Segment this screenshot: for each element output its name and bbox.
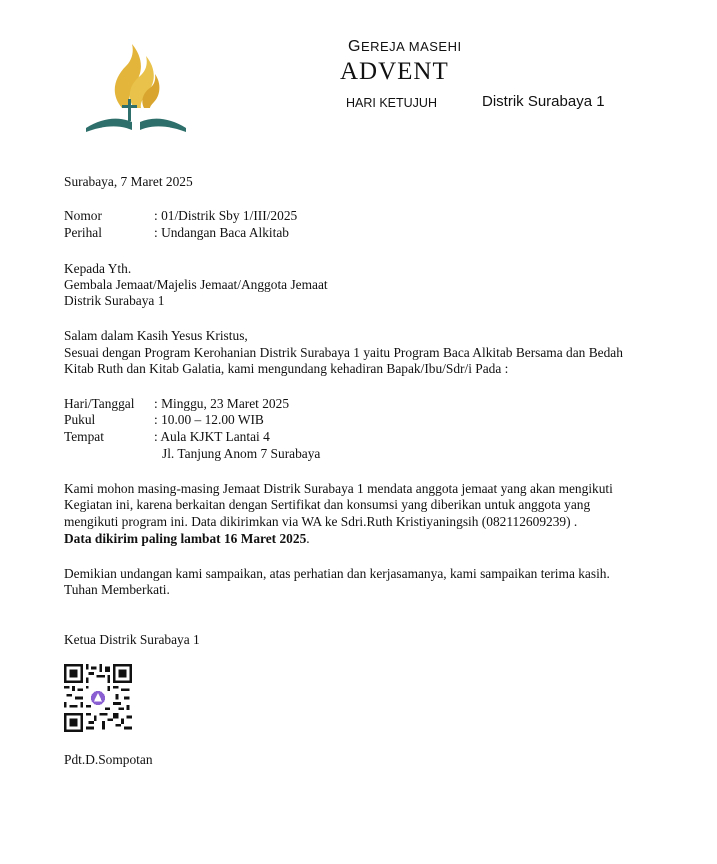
- deadline-period: .: [306, 531, 310, 546]
- church-name-rest: EREJA MASEHI: [360, 39, 462, 54]
- place-date: Surabaya, 7 Maret 2025: [64, 174, 193, 189]
- signer-title: Ketua Distrik Surabaya 1: [64, 632, 200, 647]
- paragraph-2-line-3: mengikuti program ini. Data dikirimkan via WA ke Sdri.Ruth Kristiyaningsih (082112609239) .: [64, 514, 578, 529]
- pukul-value: : 10.00 – 12.00 WIB: [154, 412, 264, 427]
- nomor-value: : 01/Distrik Sby 1/III/2025: [154, 208, 298, 223]
- church-logo: [84, 44, 188, 132]
- salutation: Salam dalam Kasih Yesus Kristus,: [64, 328, 248, 343]
- signer-name: Pdt.D.Sompotan: [64, 752, 153, 767]
- qr-code-signature: [64, 664, 132, 732]
- tempat-label: Tempat: [64, 429, 104, 444]
- paragraph-2-line-1: Kami mohon masing-masing Jemaat Distrik Surabaya 1 mendata anggota jemaat yang akan mengikuti: [64, 481, 613, 496]
- paragraph-1-line-2: Kitab Ruth dan Kitab Galatia, kami mengundang kehadiran Bapak/Ibu/Sdr/i Pada :: [64, 361, 509, 376]
- church-hari-ketujuh: HARI KETUJUH: [346, 96, 437, 110]
- hari-label: Hari/Tanggal: [64, 396, 135, 411]
- recipient-line-1: Gembala Jemaat/Majelis Jemaat/Anggota Jemaat: [64, 277, 328, 292]
- paragraph-2-line-2: Kegiatan ini, karena berkaitan dengan Sertifikat dan konsumsi yang diberikan untuk anggota yang: [64, 497, 591, 512]
- pukul-label: Pukul: [64, 412, 96, 427]
- hari-value: : Minggu, 23 Maret 2025: [154, 396, 290, 411]
- deadline-line: [64, 530, 310, 547]
- closing-line-2: Tuhan Memberkati.: [64, 582, 170, 597]
- header-district: Distrik Surabaya 1: [482, 93, 605, 110]
- recipient-line-2: Distrik Surabaya 1: [64, 293, 165, 308]
- paragraph-1-line-1: Sesuai dengan Program Kerohanian Distrik Surabaya 1 yaitu Program Baca Alkitab Bersama dan Bedah: [64, 345, 623, 360]
- kepada-line: Kepada Yth.: [64, 261, 132, 276]
- church-name-initial: G: [348, 38, 361, 55]
- tempat-value: : Aula KJKT Lantai 4: [154, 429, 270, 444]
- church-name-line: [348, 38, 462, 56]
- nomor-label: Nomor: [64, 208, 102, 223]
- perihal-label: Perihal: [64, 225, 102, 240]
- church-advent-title: ADVENT: [340, 58, 449, 85]
- closing-line-1: Demikian undangan kami sampaikan, atas perhatian dan kerjasamanya, kami sampaikan terima kasih.: [64, 566, 610, 581]
- tempat-address: Jl. Tanjung Anom 7 Surabaya: [162, 446, 321, 461]
- perihal-value: : Undangan Baca Alkitab: [154, 225, 289, 240]
- deadline-text: Data dikirim paling lambat 16 Maret 2025: [64, 531, 307, 546]
